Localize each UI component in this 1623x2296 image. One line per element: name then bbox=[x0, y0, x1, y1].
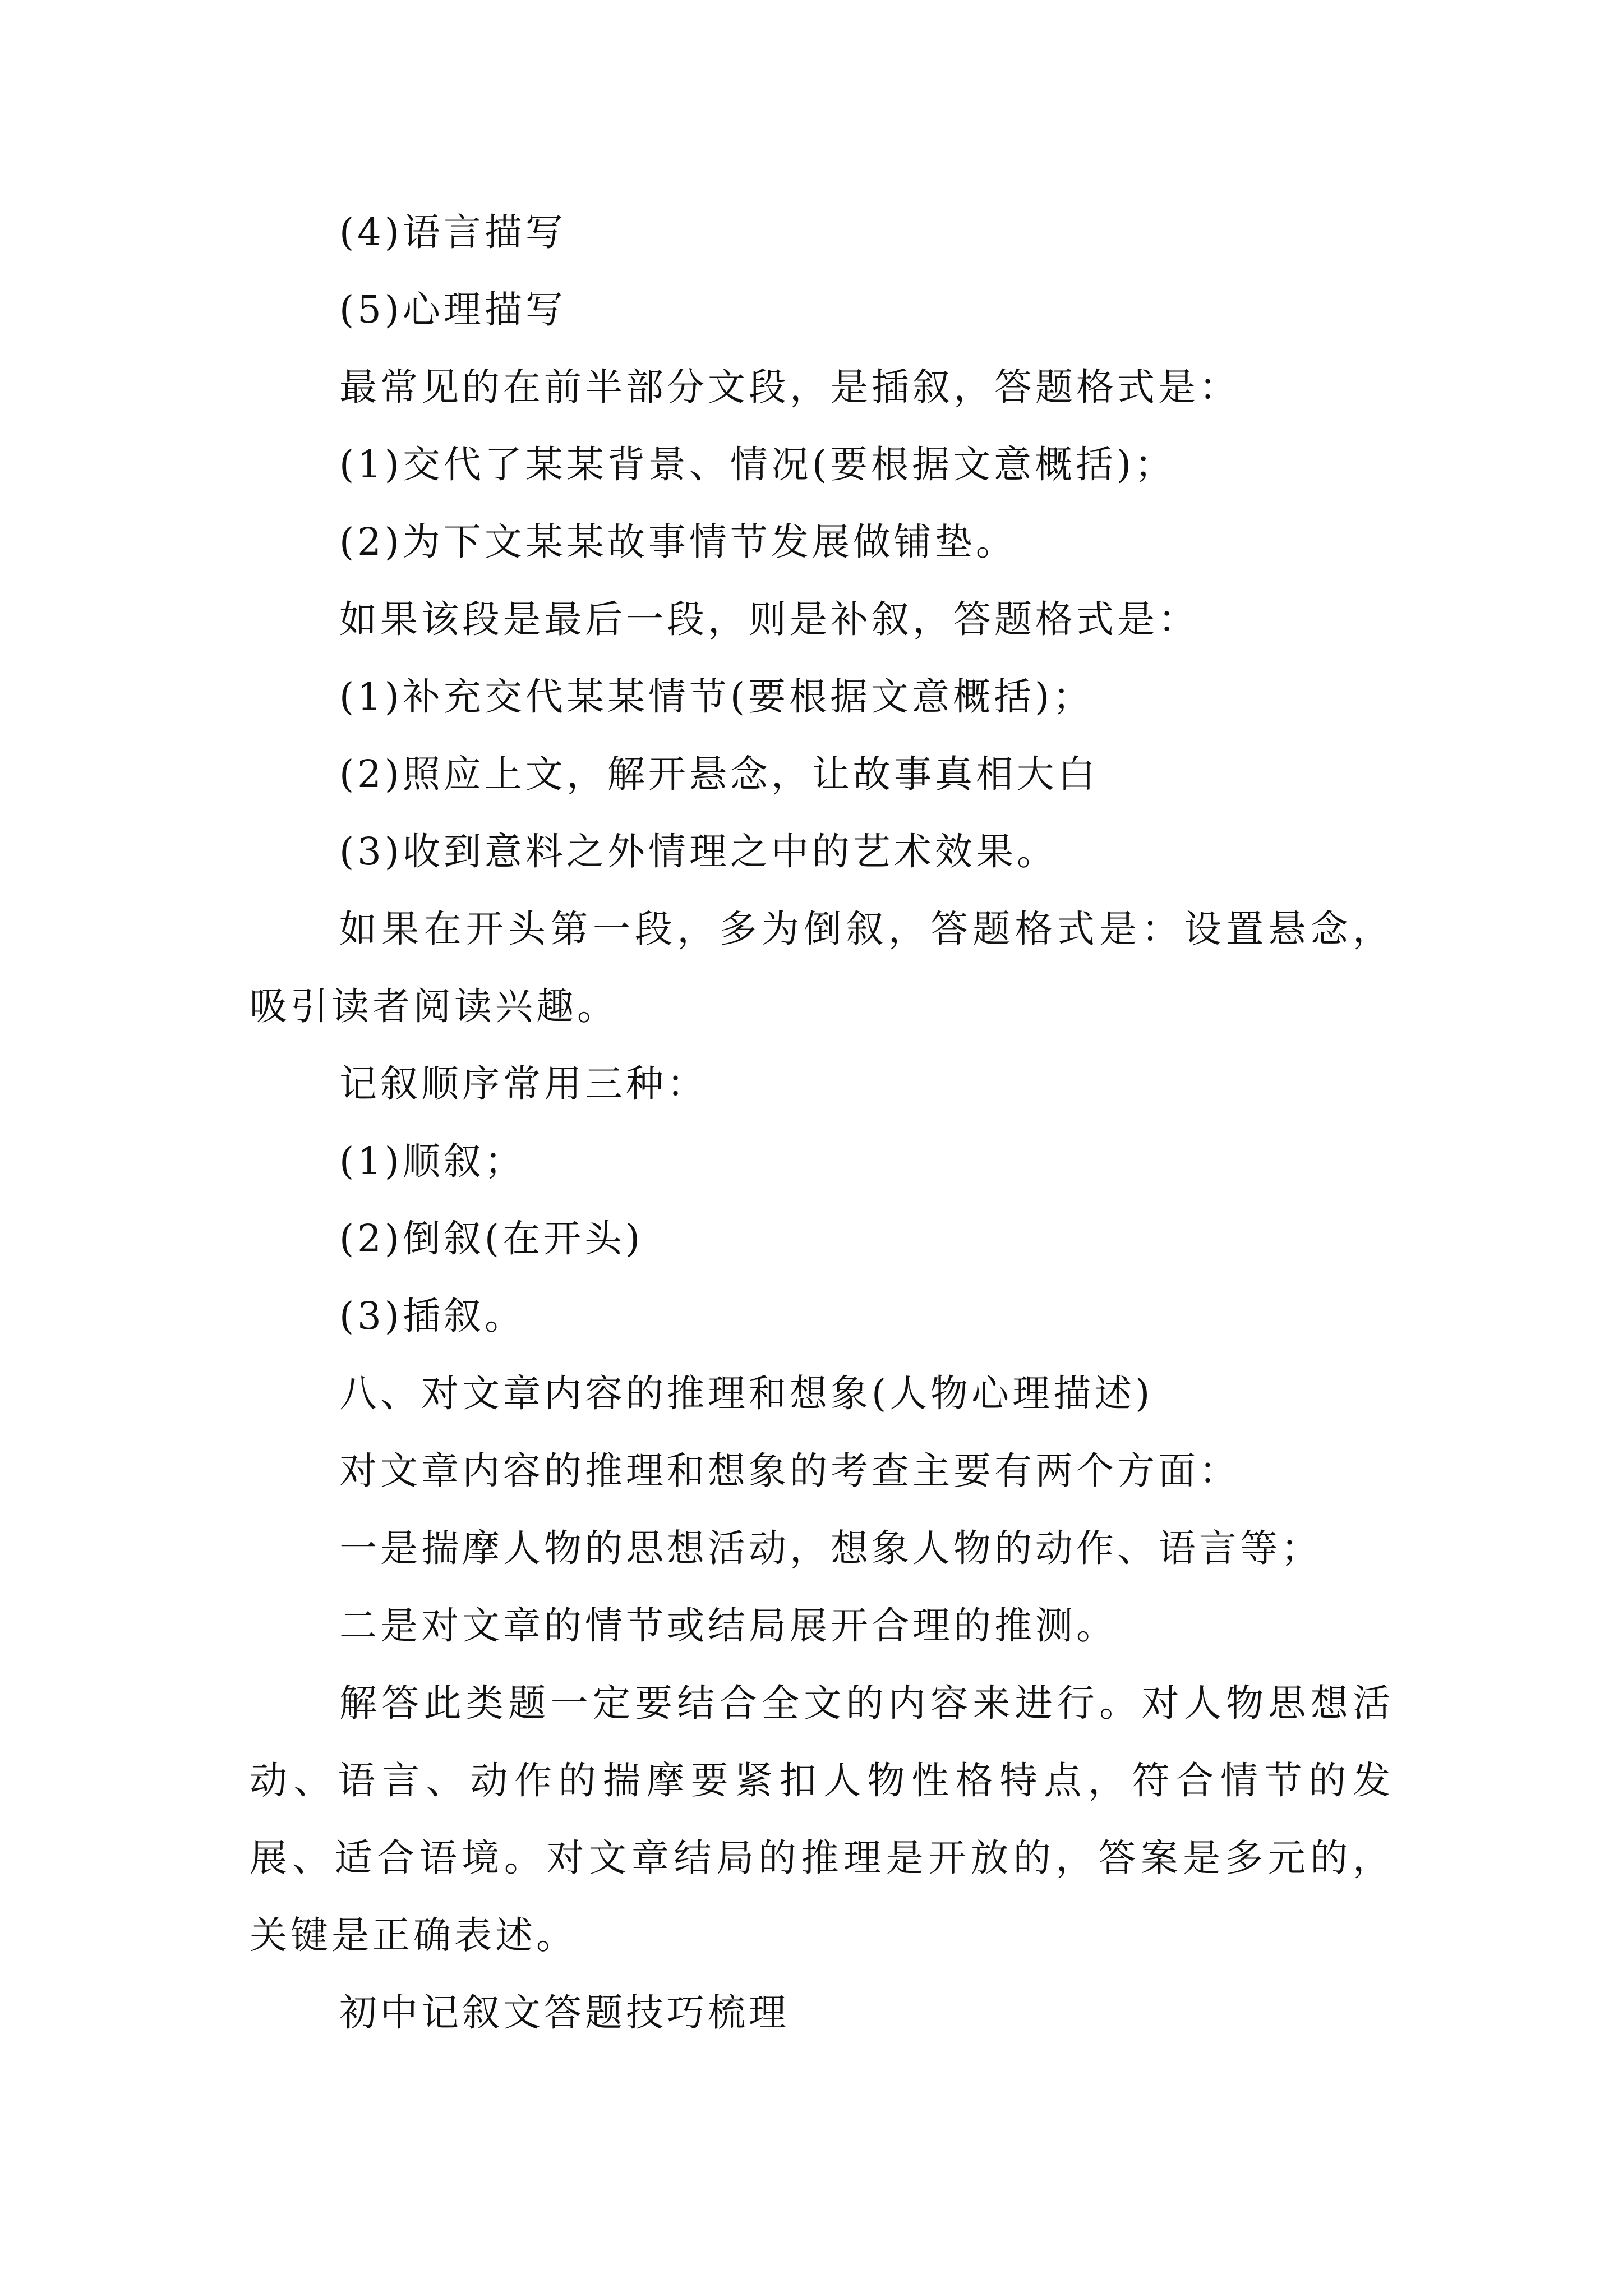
text-line: (1)补充交代某某情节(要根据文意概括)； bbox=[339, 675, 1094, 719]
text-line: 最常见的在前半部分文段，是插叙，答题格式是： bbox=[339, 365, 1240, 409]
text-line: (2)倒叙(在开头) bbox=[339, 1217, 644, 1260]
text-line: (2)为下文某某故事情节发展做铺垫。 bbox=[339, 520, 1017, 564]
text-line: (3)收到意料之外情理之中的艺术效果。 bbox=[339, 830, 1058, 873]
text-line: (4)语言描写 bbox=[339, 210, 566, 254]
paragraph-flashback: 如果在开头第一段，多为倒叙，答题格式是：设置悬念，吸引读者阅读兴趣。 bbox=[250, 907, 1394, 1028]
text-line: (1)交代了某某背景、情况(要根据文意概括)； bbox=[339, 443, 1176, 486]
document-body bbox=[250, 194, 1394, 2051]
closing-title: 初中记叙文答题技巧梳理 bbox=[339, 1991, 790, 2035]
section-heading: 八、对文章内容的推理和想象(人物心理描述) bbox=[339, 1372, 1154, 1415]
paragraph-answer-method: 解答此类题一定要结合全文的内容来进行。对人物思想活动、语言、动作的揣摩要紧扣人物性格特点，符合情节的发展、适合语境。对文章结局的推理是开放的，答案是多元的，关键是正确表述。 bbox=[250, 1681, 1394, 1957]
text-line: (1)顺叙； bbox=[339, 1139, 525, 1183]
text-line: (5)心理描写 bbox=[339, 288, 566, 332]
text-line: 对文章内容的推理和想象的考查主要有两个方面： bbox=[339, 1449, 1240, 1493]
text-line: (2)照应上文，解开悬念，让故事真相大白 bbox=[339, 752, 1099, 796]
text-line: 二是对文章的情节或结局展开合理的推测。 bbox=[339, 1604, 1117, 1648]
text-line: 如果该段是最后一段，则是补叙，答题格式是： bbox=[339, 597, 1199, 641]
text-line: 记叙顺序常用三种： bbox=[339, 1062, 708, 1106]
text-line: (3)插叙。 bbox=[339, 1294, 525, 1338]
text-line: 一是揣摩人物的思想活动，想象人物的动作、语言等； bbox=[339, 1526, 1322, 1570]
